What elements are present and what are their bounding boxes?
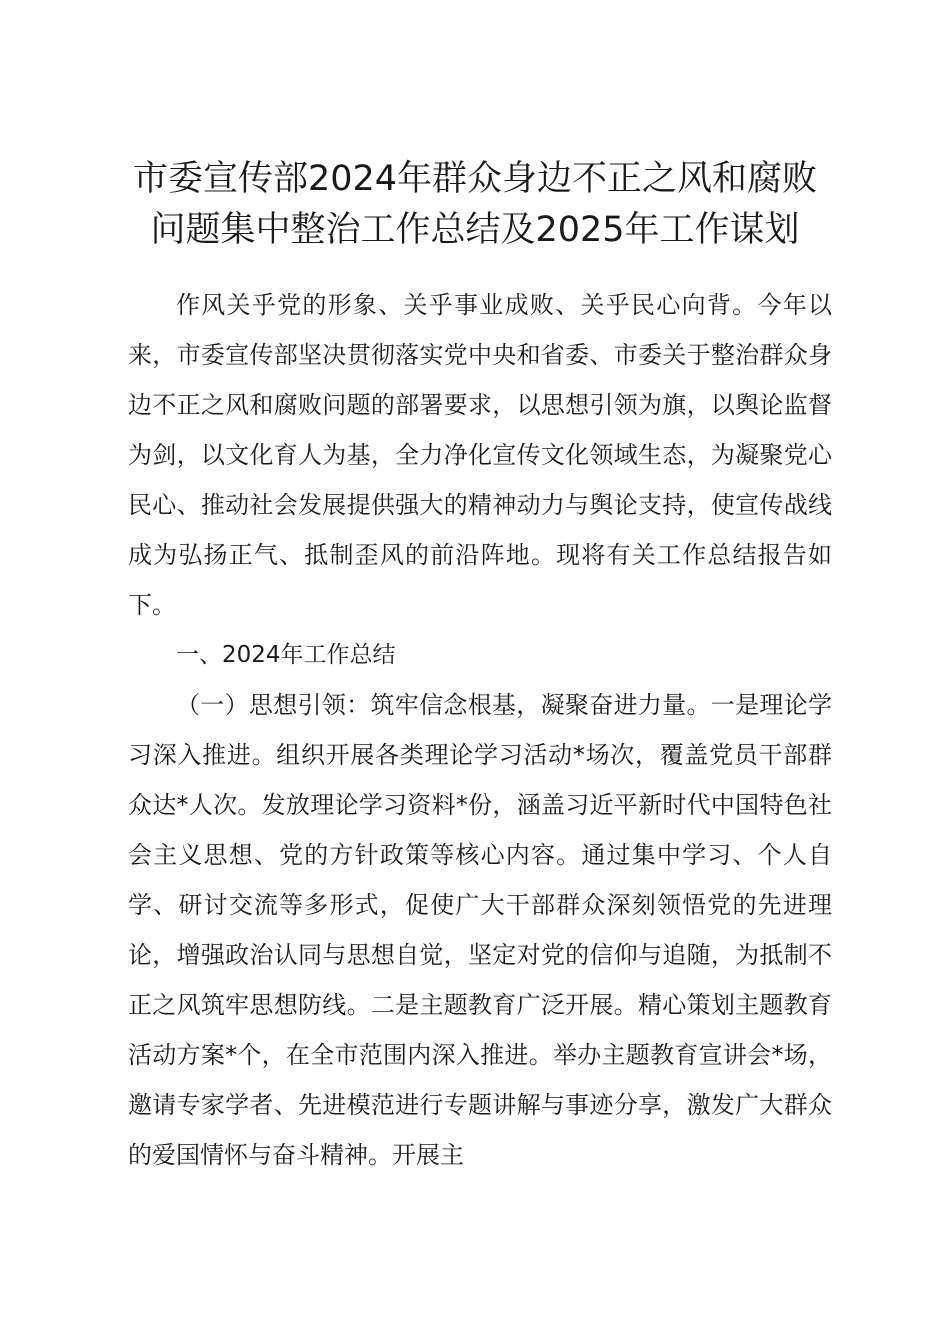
section-heading: 一、2024年工作总结: [176, 642, 396, 668]
intro-paragraph: 作风关乎党的形象、关乎事业成败、关乎民心向背。今年以来，市委宣传部坚决贯彻落实党中央和省委、市委关于整治群众身边不正之风和腐败问题的部署要求，以思想引领为旗，以舆论监督为剑，以文化育人为基，全力净化宣传文化领域生态，为凝聚党心民心、推动社会发展提供强大的精神动力与舆论支持，使宣传战线成为弘扬正气、抵制歪风的前沿阵地。现将有关工作总结报告如下。: [128, 291, 832, 619]
title-line-1: 市委宣传部2024年群众身边不正之风和腐败: [132, 159, 818, 199]
title-line-2: 问题集中整治工作总结及2025年工作谋划: [150, 210, 800, 250]
document-body: [128, 280, 832, 1180]
document-title: [120, 154, 830, 256]
section-paragraph: （一）思想引领：筑牢信念根基，凝聚奋进力量。一是理论学习深入推进。组织开展各类理论学习活动*场次，覆盖党员干部群众达*人次。发放理论学习资料*份，涵盖习近平新时代中国特色社会主义思想、党的方针政策等核心内容。通过集中学习、个人自学、研讨交流等多形式，促使广大干部群众深刻领悟党的先进理论，增强政治认同与思想自觉，坚定对党的信仰与追随，为抵制不正之风筑牢思想防线。二是主题教育广泛开展。精心策划主题教育活动方案*个，在全市范围内深入推进。举办主题教育宣讲会*场，邀请专家学者、先进模范进行专题讲解与事迹分享，激发广大群众的爱国情怀与奋斗精神。开展主: [128, 691, 832, 1169]
